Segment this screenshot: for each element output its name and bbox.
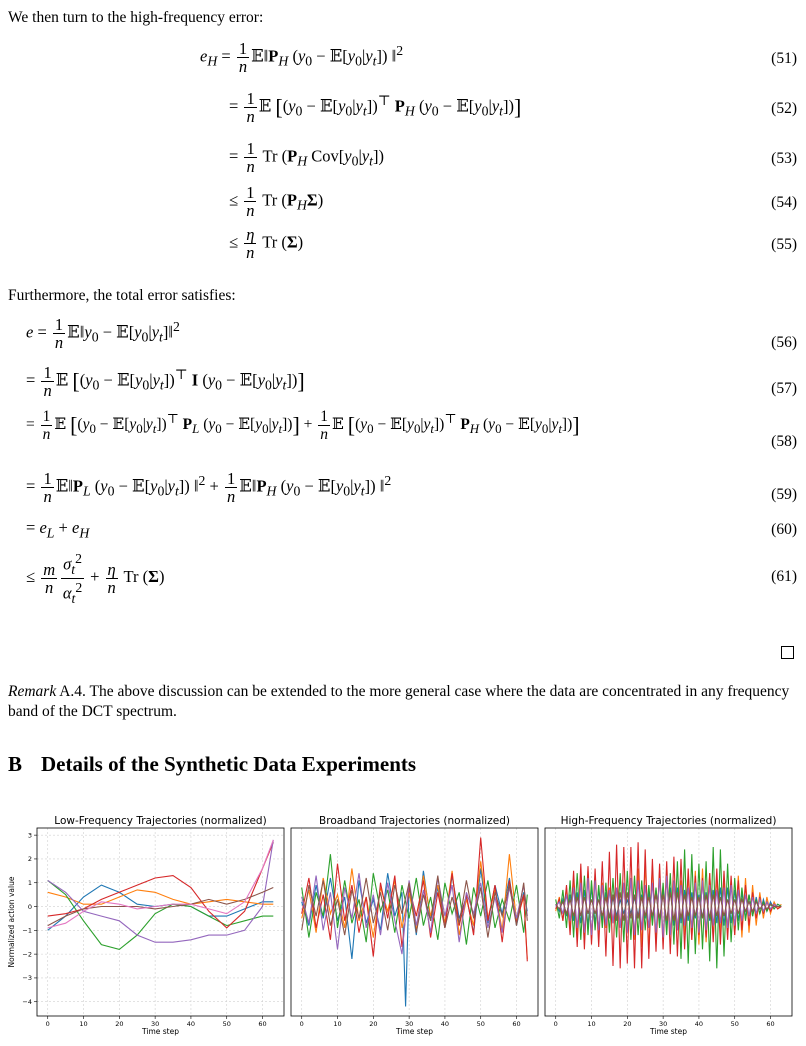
- equation-55: ≤ $\frac{\eta}{n}$ Tr (Σ): [229, 225, 304, 262]
- chart-panel-broadband: [291, 815, 538, 1036]
- equation-53: = $\frac{1}{n}$ Tr ($P_H$ $Cov[y_0|y_t]$): [229, 139, 384, 176]
- remark-paragraph: [8, 682, 798, 722]
- series-line-1: [48, 890, 274, 904]
- x-tick-label: 20: [115, 1020, 124, 1028]
- y-tick-label: 2: [27, 855, 32, 864]
- chart-panel-high-frequency: [545, 815, 792, 1036]
- x-tick-label: 30: [658, 1020, 668, 1028]
- eq-number-57: (57): [771, 380, 797, 397]
- equation-61: ≤ $\frac{m}{n}$ $\frac{\sigma_t^2}{\alpha_t^2}$ + $\frac{\eta}{n}$ Tr (Σ): [26, 551, 165, 606]
- chart-title: High-Frequency Trajectories (normalized): [560, 815, 777, 827]
- x-tick-label: 40: [440, 1020, 450, 1028]
- eq-number-56: (56): [771, 334, 797, 351]
- equation-58: = $\frac{1}{n}$ 𝔼 [($y_0$ − $𝔼[y_0|y_t])^⊤$ $P_L$ ($y_0$ − $𝔼[y_0|y_t]$)] + $\frac{1}{n}$ 𝔼 [($y_0$ − $𝔼[y_0|y_t])^⊤$ $P_H$ ($y_0$ − $𝔼[y_0|y_t]$)]: [26, 408, 580, 443]
- eq-number-61: (61): [771, 568, 797, 585]
- x-tick-label: 50: [730, 1020, 739, 1028]
- equation-52: = $\frac{1}{n}$ 𝔼 [($y_0$ − $𝔼[y_0|y_t])^⊤$ $P_H$ ($y_0$ − $𝔼[y_0|y_t]$)]: [229, 89, 522, 126]
- chart-title: Broadband Trajectories (normalized): [319, 815, 510, 827]
- series-line-3: [48, 842, 274, 928]
- x-tick-label: 10: [333, 1020, 342, 1028]
- y-tick-label: −4: [22, 998, 32, 1007]
- eq-number-51: (51): [771, 50, 797, 67]
- y-tick-label: −1: [22, 926, 32, 935]
- remark-number: A.4.: [59, 683, 86, 700]
- section-heading: [8, 752, 416, 777]
- equation-56: e = $\frac{1}{n}$ $𝔼‖y_0$ − $𝔼[y_0|y_t]‖^2$: [26, 315, 180, 352]
- y-tick-label: −3: [22, 974, 32, 983]
- y-tick-label: 3: [27, 831, 32, 840]
- transition-text: Furthermore, the total error satisfies:: [8, 287, 236, 304]
- equation-54: ≤ $\frac{1}{n}$ Tr $(P_H\Sigma)$: [229, 183, 324, 220]
- chart-title: Low-Frequency Trajectories (normalized): [54, 815, 267, 827]
- x-tick-label: 60: [512, 1020, 521, 1028]
- remark-text: The above discussion can be extended to the more general case where the data are concentrated in any frequency band of the DCT spectrum.: [8, 683, 790, 720]
- eq-number-60: (60): [771, 521, 797, 538]
- equation-51: $e_H$ = $\frac{1}{n}$ $𝔼‖P_H$ ($y_0$ − $𝔼[y_0|y_t]$) ‖$^2$: [200, 39, 404, 76]
- series-line-4: [48, 840, 274, 942]
- y-tick-label: −2: [22, 950, 32, 959]
- eq-number-58: (58): [771, 433, 797, 450]
- x-tick-label: 20: [369, 1020, 378, 1028]
- x-tick-label: 30: [404, 1020, 414, 1028]
- chart-panel-low-frequency: [7, 815, 284, 1036]
- section-title: Details of the Synthetic Data Experiments: [41, 752, 417, 776]
- x-axis-label: Time step: [142, 1027, 179, 1036]
- eq-number-54: (54): [771, 194, 797, 211]
- x-tick-label: 10: [79, 1020, 88, 1028]
- y-tick-label: 0: [27, 902, 32, 911]
- y-tick-label: 1: [27, 879, 32, 888]
- eq-number-52: (52): [771, 100, 797, 117]
- x-tick-label: 60: [258, 1020, 267, 1028]
- x-tick-label: 0: [45, 1020, 50, 1028]
- remark-label: Remark: [8, 683, 57, 700]
- eq-number-55: (55): [771, 236, 797, 253]
- x-tick-label: 50: [476, 1020, 485, 1028]
- x-axis-label: Time step: [650, 1027, 687, 1036]
- equation-60: = $e_L + e_H$: [26, 518, 90, 541]
- x-tick-label: 20: [623, 1020, 632, 1028]
- qed-square: [781, 646, 794, 659]
- x-tick-label: 50: [222, 1020, 231, 1028]
- x-tick-label: 10: [587, 1020, 596, 1028]
- equation-59: = $\frac{1}{n}$ $𝔼‖P_L$ ($y_0$ − $𝔼[y_0|y_t]$) ‖$^2$ + $\frac{1}{n}$ $𝔼‖P_H$ ($y_0$ − $𝔼[y_0|y_t]$) ‖$^2$: [26, 469, 392, 506]
- y-axis-label: Normalized action value: [7, 876, 16, 968]
- series-line-2: [48, 880, 274, 949]
- x-axis-label: Time step: [396, 1027, 433, 1036]
- x-tick-label: 40: [186, 1020, 196, 1028]
- eq-number-53: (53): [771, 150, 797, 167]
- plot-frame: [37, 828, 284, 1016]
- x-tick-label: 0: [553, 1020, 558, 1028]
- x-tick-label: 0: [299, 1020, 304, 1028]
- x-tick-label: 30: [150, 1020, 160, 1028]
- x-tick-label: 60: [766, 1020, 775, 1028]
- equation-57: = $\frac{1}{n}$ 𝔼 [($y_0$ − $𝔼[y_0|y_t])^⊤$ I ($y_0$ − $𝔼[y_0|y_t]$)]: [26, 363, 305, 400]
- section-number: B: [8, 752, 23, 776]
- series-line-6: [48, 840, 274, 928]
- eq-number-59: (59): [771, 486, 797, 503]
- trajectory-figure: [0, 812, 806, 1044]
- x-tick-label: 40: [694, 1020, 704, 1028]
- intro-text: We then turn to the high-frequency error:: [8, 9, 264, 26]
